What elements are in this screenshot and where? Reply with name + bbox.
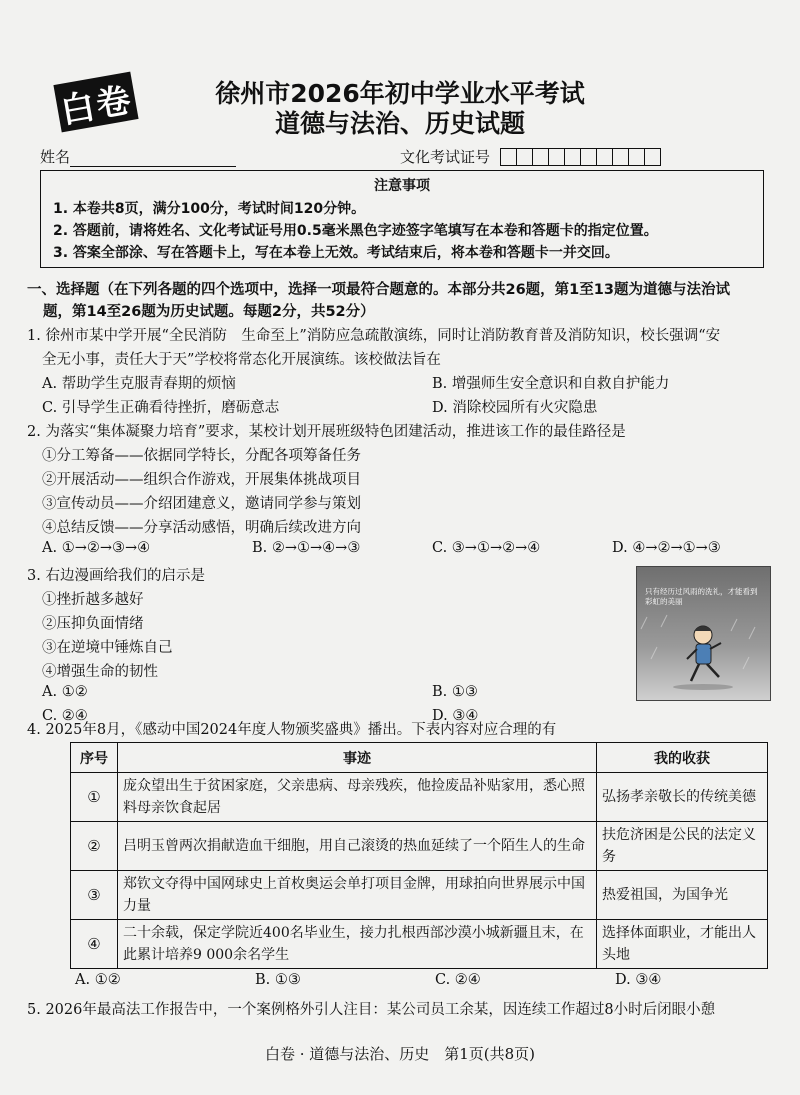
- exam-subtitle: 道德与法治、历史试题: [274, 109, 525, 138]
- q1-option-c: C. 引导学生正确看待挫折，磨砺意志: [42, 400, 280, 416]
- page-footer: 白卷 · 道德与法治、历史 第1页(共8页): [264, 1045, 536, 1063]
- exam-title: 徐州市2026年初中学业水平考试: [215, 79, 585, 108]
- row-number: ①: [71, 773, 118, 822]
- row-gain: 热爱祖国，为国争光: [597, 871, 768, 920]
- q4-option-c: C. ②④: [435, 972, 481, 988]
- table-header: 序号: [71, 743, 118, 773]
- notice-item: 2. 答题前，请将姓名、文化考试证号用0.5毫米黑色字迹签字笔填写在本卷和答题卡的指定位置。: [53, 223, 658, 239]
- q3-item: ②压抑负面情绪: [42, 616, 144, 632]
- name-label: 姓名: [40, 148, 71, 166]
- table-header: 我的收获: [597, 743, 768, 773]
- name-field: [40, 146, 236, 167]
- q1-stem: 1. 徐州市某中学开展“全民消防 生命至上”消防应急疏散演练，同时让消防教育普及消防知识，校长强调“安: [27, 328, 721, 344]
- notice-box: [40, 170, 764, 268]
- table-row: [71, 871, 768, 920]
- q4-table: [70, 742, 768, 969]
- q4-option-b: B. ①③: [255, 972, 301, 988]
- q1-option-a: A. 帮助学生克服青春期的烦恼: [42, 376, 236, 392]
- section-line: 题，第14至26题为历史试题。每题2分，共52分）: [43, 304, 375, 320]
- q3-option-c: C. ②④: [42, 708, 88, 724]
- table-row: [71, 773, 768, 822]
- q2-item: ②开展活动——组织合作游戏，开展集体挑战项目: [42, 472, 361, 488]
- q3-stem: 3. 右边漫画给我们的启示是: [27, 568, 205, 584]
- row-deed: 庞众望出生于贫困家庭，父亲患病、母亲残疾，他捡废品补贴家用，悉心照料母亲饮食起居: [118, 773, 597, 822]
- id-label: 文化考试证号: [400, 148, 491, 166]
- row-deed: 吕明玉曾两次捐献造血干细胞，用自己滚烫的热血延续了一个陌生人的生命: [118, 822, 597, 871]
- q3-option-b: B. ①③: [432, 684, 478, 700]
- q2-stem: 2. 为落实“集体凝聚力培育”要求，某校计划开展班级特色团建活动，推进该工作的最佳路径是: [27, 424, 626, 440]
- q3-item: ④增强生命的韧性: [42, 664, 158, 680]
- q2-item: ①分工筹备——依据同学特长，分配各项筹备任务: [42, 448, 361, 464]
- table-header: 事迹: [118, 743, 597, 773]
- q2-item: ③宣传动员——介绍团建意义，邀请同学参与策划: [42, 496, 361, 512]
- name-blank: [70, 152, 236, 167]
- q2-option-a: A. ①→②→③→④: [42, 540, 151, 556]
- q1-stem-cont: 全无小事，责任大于天”学校将常态化开展演练。该校做法旨在: [42, 352, 441, 368]
- row-number: ②: [71, 822, 118, 871]
- q2-option-d: D. ④→②→①→③: [612, 540, 721, 556]
- id-boxes: [500, 148, 661, 166]
- cartoon-caption: 只有经历过风雨的洗礼，才能看到彩虹的美丽: [645, 587, 758, 606]
- q5-stem: 5. 2026年最高法工作报告中，一个案例格外引人注目：某公司员工余某，因连续工作超过8小时后闭眼小憩: [27, 1002, 716, 1018]
- q4-option-d: D. ③④: [615, 972, 662, 988]
- section-instructions: [27, 279, 772, 323]
- q1-option-d: D. 消除校园所有火灾隐患: [432, 400, 598, 416]
- id-field: [400, 146, 661, 167]
- notice-item: 3. 答案全部涂、写在答题卡上，写在本卷上无效。考试结束后，将本卷和答题卡一并交回。: [53, 245, 619, 261]
- notice-item: 1. 本卷共8页，满分100分，考试时间120分钟。: [53, 201, 366, 217]
- row-gain: 选择体面职业，才能出人头地: [597, 920, 768, 969]
- q3-option-a: A. ①②: [42, 684, 88, 700]
- cartoon-image: [636, 566, 771, 701]
- row-deed: 二十余载，保定学院近400名毕业生，接力扎根西部沙漠小城新疆且末，在此累计培养9 000余名学生: [118, 920, 597, 969]
- q3-item: ③在逆境中锤炼自己: [42, 640, 173, 656]
- notice-heading: 注意事项: [374, 178, 430, 194]
- table-row: [71, 920, 768, 969]
- q3-option-d: D. ③④: [432, 708, 479, 724]
- row-number: ④: [71, 920, 118, 969]
- q3-item: ①挫折越多越好: [42, 592, 144, 608]
- row-deed: 郑钦文夺得中国网球史上首枚奥运会单打项目金牌，用球拍向世界展示中国力量: [118, 871, 597, 920]
- table-row: [71, 822, 768, 871]
- q4-option-a: A. ①②: [75, 972, 121, 988]
- section-line: 一、选择题（在下列各题的四个选项中，选择一项最符合题意的。本部分共26题，第1至13题为道德与法治试: [27, 282, 730, 298]
- row-number: ③: [71, 871, 118, 920]
- q2-option-c: C. ③→①→②→④: [432, 540, 541, 556]
- row-gain: 弘扬孝亲敬长的传统美德: [597, 773, 768, 822]
- running-kid-icon: [637, 567, 770, 700]
- q2-option-b: B. ②→①→④→③: [252, 540, 361, 556]
- paper-badge: 白卷: [53, 72, 138, 133]
- q1-option-b: B. 增强师生安全意识和自救自护能力: [432, 376, 670, 392]
- q4-stem: 4. 2025年8月，《感动中国2024年度人物颁奖盛典》播出。下表内容对应合理的有: [27, 722, 557, 738]
- q2-item: ④总结反馈——分享活动感悟，明确后续改进方向: [42, 520, 361, 536]
- row-gain: 扶危济困是公民的法定义务: [597, 822, 768, 871]
